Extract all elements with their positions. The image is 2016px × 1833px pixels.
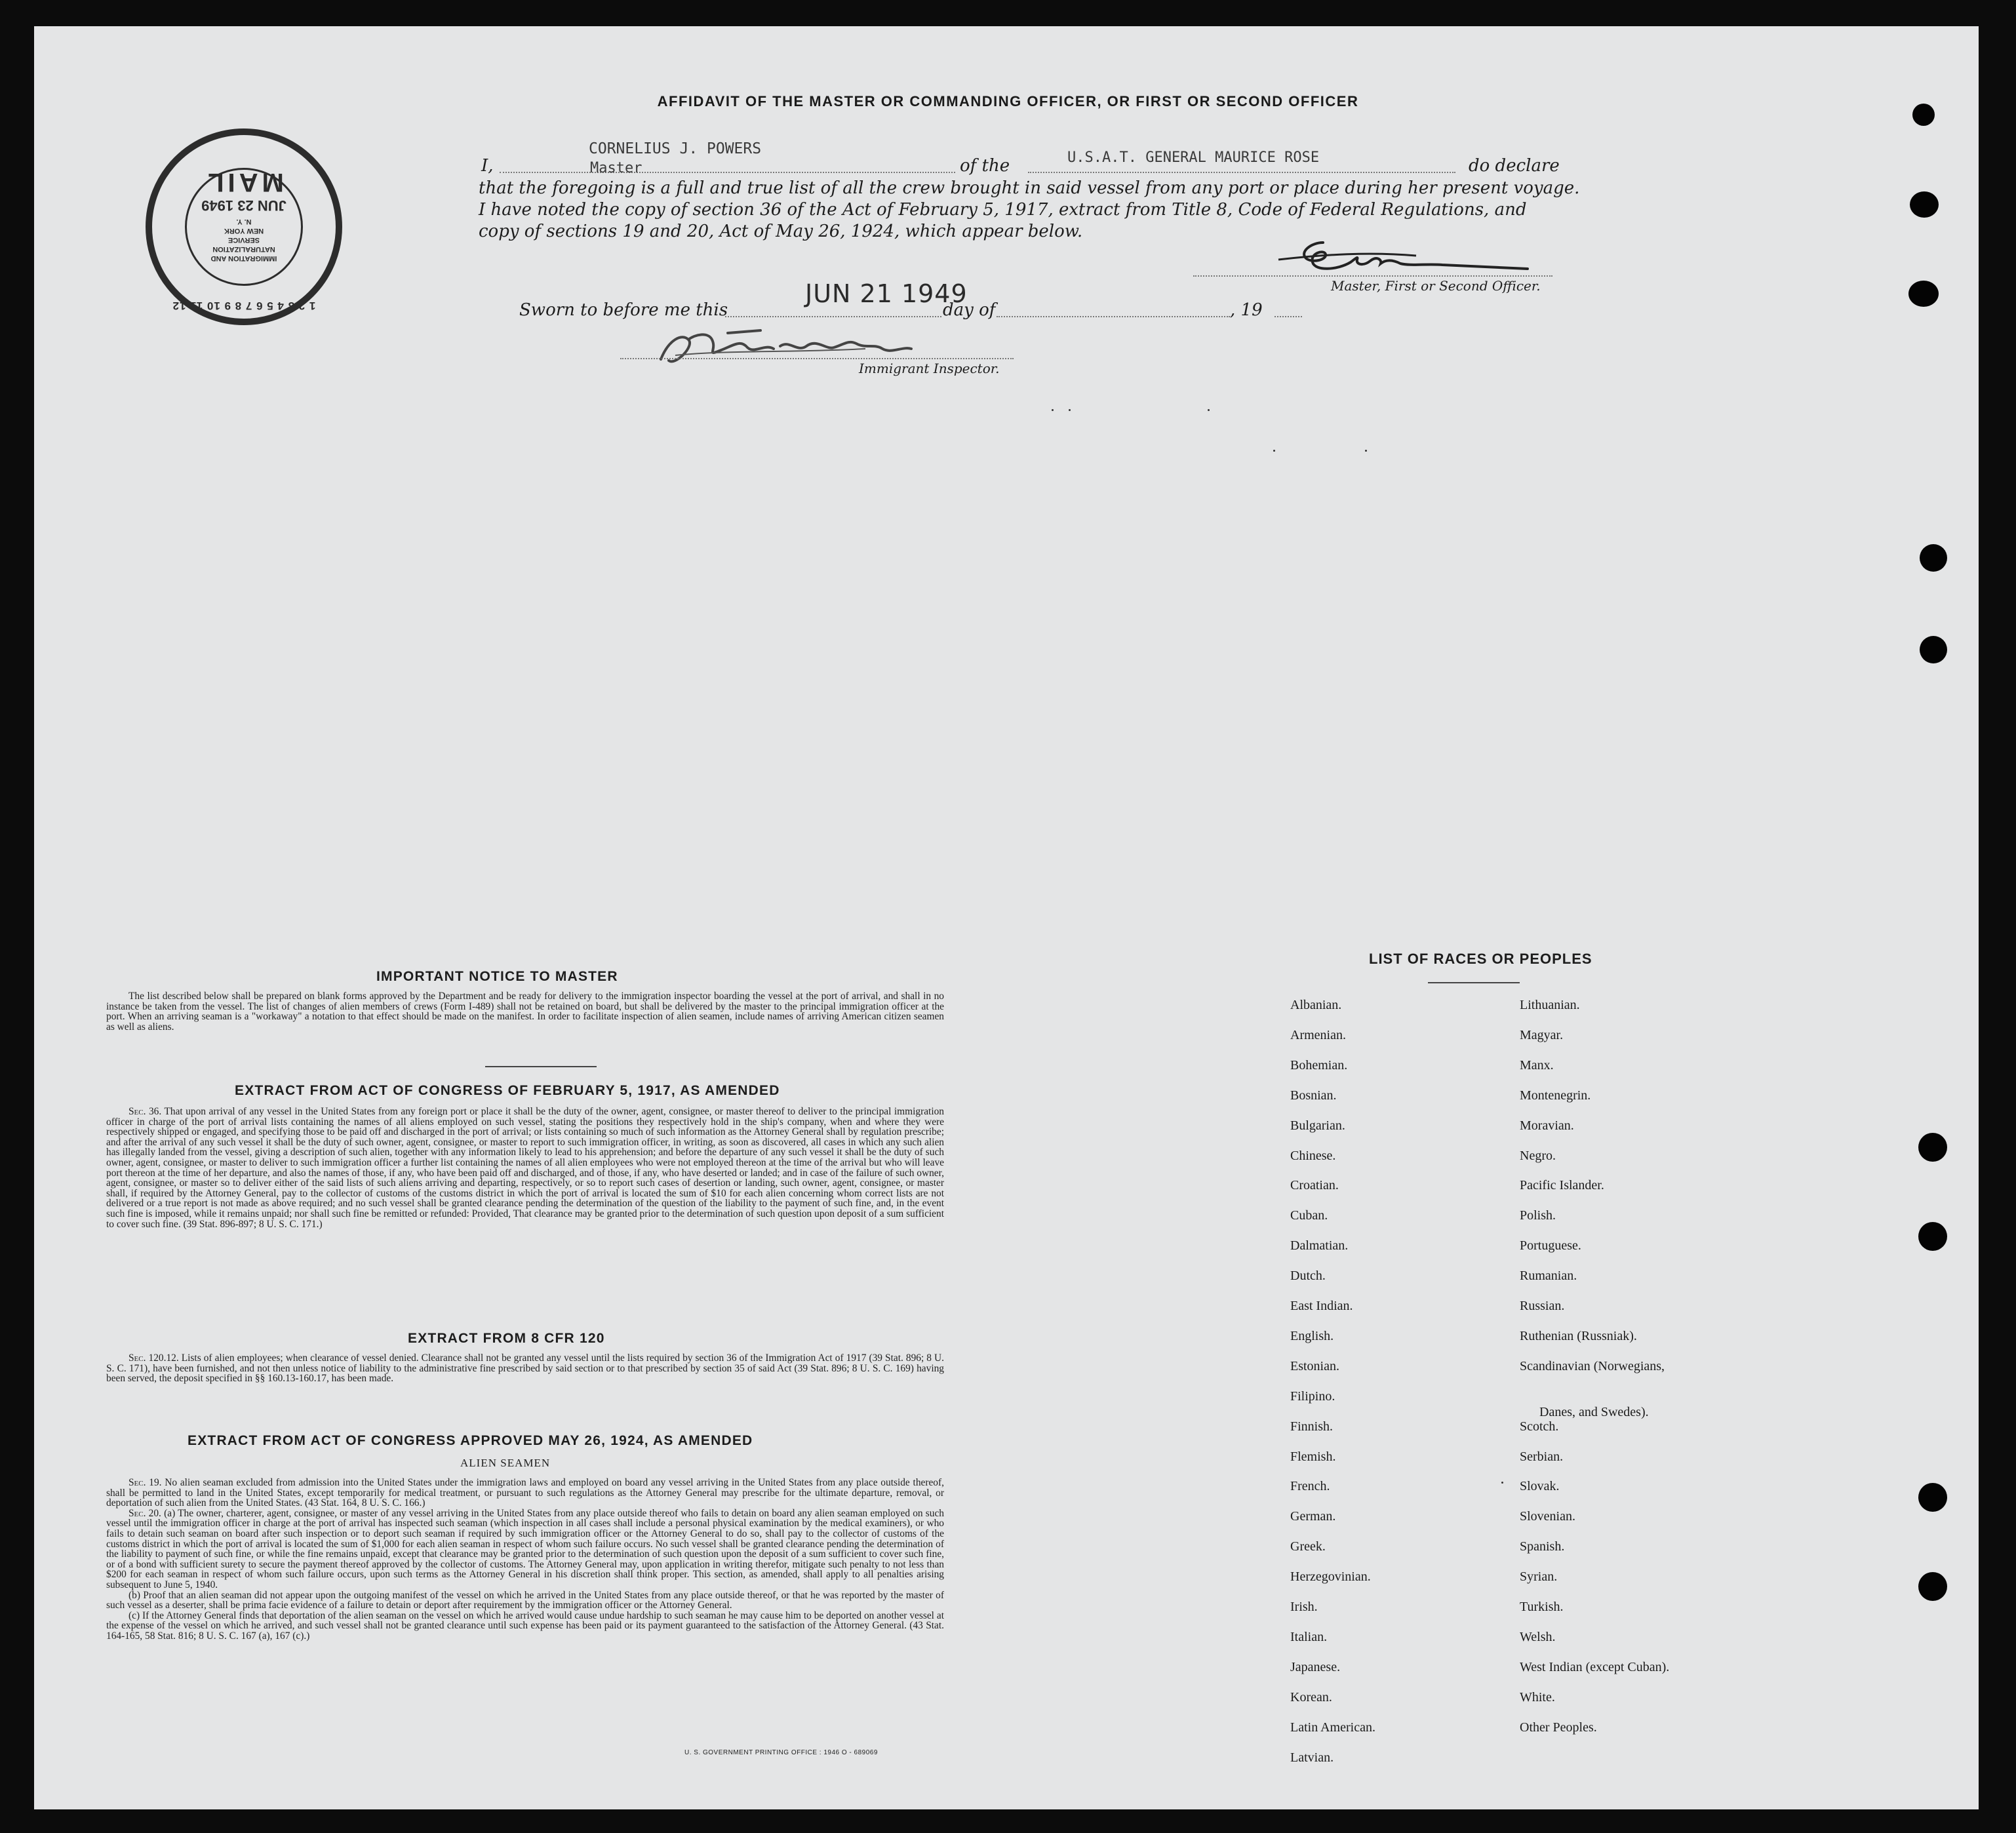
sec-36-label: Sec. 36. [128,1106,162,1117]
race-item: Irish. [1290,1600,1318,1614]
race-item: German. [1290,1509,1336,1524]
race-item: West Indian (except Cuban). [1520,1659,1670,1674]
race-item: Pacific Islander. [1520,1178,1604,1193]
vessel-name: U.S.A.T. GENERAL MAURICE ROSE [1067,149,1320,166]
i-label: I, [481,156,494,176]
extract-8cfr-text [106,1353,944,1384]
race-item: Welsh. [1520,1629,1556,1644]
do-declare-label: do declare [1469,156,1560,176]
officer-caption: Master, First or Second Officer. [1331,278,1541,294]
notice-text [106,991,944,1032]
stamp-ring-numbers: 1 2 3 4 5 6 7 8 9 10 11 12 [172,300,316,312]
binder-hole [1918,1222,1947,1251]
stamp-line-1: IMMIGRATION AND [210,254,277,262]
master-title: Master [590,160,642,176]
extract-8cfr-title: EXTRACT FROM 8 CFR 120 [408,1331,605,1346]
race-item: Bulgarian. [1290,1118,1345,1133]
binder-hole [1908,281,1939,307]
officer-signature [1272,229,1547,282]
race-item: Estonian. [1290,1358,1339,1373]
race-item: Chinese. [1290,1148,1336,1163]
race-item: Negro. [1520,1148,1556,1163]
binder-hole [1910,191,1939,218]
binder-hole [1918,1483,1947,1512]
race-item: Dutch. [1290,1269,1326,1284]
race-item: Dalmatian. [1290,1238,1349,1253]
affidavit-title: AFFIDAVIT OF THE MASTER OR COMMANDING OFFICER, OR FIRST OR SECOND OFFICER [657,93,1359,109]
binder-hole [1918,1572,1947,1601]
race-item: French. [1290,1479,1330,1494]
race-item: Filipino. [1290,1389,1335,1404]
race-item: Other Peoples. [1520,1720,1597,1735]
race-item: Greek. [1290,1539,1326,1554]
affidavit-line-3: I have noted the copy of section 36 of the Act of February 5, 1917, extract from Title 8, Code of Federal Regulations, and [479,200,1527,220]
notice-title: IMPORTANT NOTICE TO MASTER [376,969,618,984]
race-item: Scotch. [1520,1419,1559,1434]
sec-20b-text: (b) Proof that an alien seaman did not appear upon the outgoing manifest of the vessel on which he arrived in the United States from any place outside thereof, or that he was reported by the master of such vessel as a deserter, shall be prima facie evidence of a failure to detain or deport after requirement by the immigration officer or the Attorney General. [106,1589,944,1611]
stamp-word: MAIL [204,168,284,197]
binder-hole [1920,636,1947,663]
stamp-line-2: NATURALIZATION [212,245,275,253]
race-item: Scandinavian (Norwegians, [1520,1358,1665,1373]
race-item: East Indian. [1290,1299,1353,1313]
race-item: Slovenian. [1520,1509,1575,1524]
race-item: Syrian. [1520,1569,1558,1585]
of-the-label: of the [960,156,1010,176]
extract-1917-text [106,1107,944,1229]
race-item: Manx. [1520,1057,1554,1073]
race-item: Danes, and Swedes). [1539,1404,1649,1419]
sec-19-text: No alien seaman excluded from admission into the United States under the immigration laws and employed on board any vessel arriving in the United States from any place outside thereof, shall be permitted to land in the United States, except temporarily for medical treatment, or pursuant to such regulations as the Attorney General may prescribe for the ultimate departure, removal, or deportation of such alien from the United States. (43 Stat. 164, 8 U. S. C. 166.) [106,1477,944,1509]
day-of-label: day of [943,300,996,320]
sec-36-text: That upon arrival of any vessel in the United States from any foreign port or place it shall be the duty of the owner, agent, consignee, or master thereof to deliver to the principal immigration officer in charge of the port of arrival lists containing the names of all aliens employed on such vessel, stating the positions they respectively hold in the ship's company, when and where they were respectively shipped or engaged, and specifying those to be paid off and discharged in the port of arrival; or lists containing so much of such information as the Attorney General shall by regulation prescribe; and after the arrival of any such vessel it shall be the duty of such owner, agent, consignee, or master to report to such immigration officer, in writing, as soon as discovered, all cases in which any such alien has illegally landed from the vessel, giving a description of such alien, together with any information likely to lead to his apprehension; and before the departure of any such vessel it shall be the duty of such owner, agent, consignee, or master to deliver to such immigration officer a further list containing the names of all alien employees who were not employed thereon at the time of the arrival but who will leave port thereon at the time of her departure, and also the names of those, if any, who have been paid off and discharged, and of those, if any, who have deserted or landed; and in case of the failure of such owner, agent, consignee, or master so to deliver either of the said lists of such aliens arriving and departing, respectively, or so to report such cases of desertion or landing, such owner, agent, consignee, or master shall, if required by the Attorney General, pay to the collector of customs of the customs district in which the port of arrival is located the sum of $10 for each alien concerning whom correct lists are not delivered or a true report is not made as above required; and no such vessel shall be granted clearance pending the determination of the question of the liability to the payment of such fine, and, in the event such fine is imposed, while it remains unpaid; nor shall such fine be remitted or refunded: Provided, That clearance may be granted prior to the determination of such question upon deposit of a sum sufficient to cover such fine. (39 Stat. 896-897; 8 U. S. C. 171.) [106,1106,944,1230]
extract-1924-title: EXTRACT FROM ACT OF CONGRESS APPROVED MAY 26, 1924, AS AMENDED [188,1433,753,1448]
race-item: Latvian. [1290,1750,1334,1765]
race-item: Moravian. [1520,1118,1574,1133]
stamp-line-4: NEW YORK [224,227,264,235]
race-item: Ruthenian (Russniak). [1520,1328,1637,1343]
stamp-line-5: N. Y. [236,218,252,226]
year-label: , 19 [1230,300,1263,320]
race-item: Montenegrin. [1520,1088,1591,1103]
stamp-date: JUN 23 1949 [201,197,287,214]
sec-20c-text: (c) If the Attorney General finds that deportation of the alien seaman on the vessel on which he arrived would cause undue hardship to such seaman he may cause him to be deported on another vessel at the expense of the vessel on which he arrived, and such vessel shall not be granted clearance until such expense has been paid or its payment guaranteed to the satisfaction of the Attorney General. (43 Stat. 164-165, 58 Stat. 816; 8 U. S. C. 167 (a), 167 (c).) [106,1609,944,1642]
sec-20-label: Sec. 20. [128,1507,161,1519]
race-item: Polish. [1520,1208,1556,1223]
race-item: Cuban. [1290,1208,1328,1223]
race-item: Finnish. [1290,1419,1334,1434]
extract-1924-text [106,1478,944,1642]
notice-paragraph: The list described below shall be prepared on blank forms approved by the Department and be ready for delivery to the immigration inspector boarding the vessel at the port of arrival, and shall in no instance be taken from the vessel. The list of changes of alien members of crews (Form I-489) shall not be retained on board, but shall be delivered by the master to the principal immigration officer at the port. When an arriving seaman is a "workaway" a notation to that effect should be made on the manifest. In order to facilitate inspection of alien seamen, include names of arriving American citizen seamen as well as aliens. [106,991,944,1033]
sec-120-label: Sec. 120.12. [128,1352,179,1364]
binder-hole [1920,544,1947,572]
sec-19-label: Sec. 19. [128,1477,162,1488]
race-item: Spanish. [1520,1539,1565,1554]
race-item: Slovak. [1520,1479,1560,1494]
race-item: Bosnian. [1290,1088,1337,1103]
sec-120-text: Lists of alien employees; when clearance of vessel denied. Clearance shall not be granted any vessel until the lists required by section 36 of the Immigration Act of 1917 (39 Stat. 896; 8 U. S. C. 171), have been furnished, and not then unless notice of liability to the administrative fine prescribed by said section or to that prescribed by section 35 of said Act (39 Stat. 896; 8 U. S. C. 169) having been served, the deposit specified in §§ 160.13-160.17, has been made. [106,1352,944,1385]
binder-hole [1918,1133,1947,1162]
race-item: Armenian. [1290,1027,1346,1042]
race-item: Rumanian. [1520,1269,1577,1284]
race-item: White. [1520,1689,1555,1705]
race-item: Lithuanian. [1520,998,1580,1012]
race-item: Magyar. [1520,1027,1564,1042]
race-item: Russian. [1520,1299,1565,1313]
race-item: Italian. [1290,1629,1328,1644]
race-item: Latin American. [1290,1720,1375,1735]
race-item: Flemish. [1290,1449,1336,1464]
race-item: Bohemian. [1290,1057,1348,1073]
race-item: Croatian. [1290,1178,1339,1193]
sworn-label: Sworn to before me this [519,300,728,320]
sworn-date-stamp: JUN 21 1949 [805,279,968,308]
race-item: Albanian. [1290,998,1342,1012]
race-item: English. [1290,1328,1334,1343]
affidavit-line-2: that the foregoing is a full and true list of all the crew brought in said vessel from any port or place during her present voyage. [479,178,1580,198]
race-item: Korean. [1290,1689,1332,1705]
races-title: LIST OF RACES OR PEOPLES [1369,951,1592,967]
affidavit-line-4: copy of sections 19 and 20, Act of May 26, 1924, which appear below. [479,222,1083,241]
sec-20a-text: (a) The owner, charterer, agent, consignee, or master of any vessel arriving in the United States from any place outside thereof who fails to detain on board any alien seaman employed on such vessel until the immigration officer in charge at the port of arrival has inspected such seaman (which inspection in all cases shall include a personal physical examination by the medical examiners), or who fails to detain such seaman on board after such inspection or to deport such seaman if required by such immigration officer or the Attorney General to do so, shall pay to the collector of customs of the customs district in which the port of arrival is located the sum of $1,000 for each alien seaman in respect of whom such failure occurs. No such vessel shall be granted clearance pending the determination of the liability to payment of such fine, or while the fine remains unpaid, except that clearance may be granted prior to the determination of such question upon the deposit of a sum sufficient to cover such fine, or of a bond with sufficient surety to secure the payment thereof approved by the collector of customs. The Attorney General may, upon application in writing therefor, mitigate such penalty to not less than $200 for each seaman in respect of whom such failure occurs, upon such terms as the Attorney General in his discretion shall think proper. This section, as amended, shall apply to all penalties arising subsequent to June 5, 1940. [106,1507,944,1590]
race-item: Herzegovinian. [1290,1569,1371,1585]
immigration-mail-stamp [146,128,342,325]
master-name: CORNELIUS J. POWERS [589,140,762,157]
race-item: Serbian. [1520,1449,1564,1464]
race-item: Portuguese. [1520,1238,1581,1253]
alien-seamen-subtitle: ALIEN SEAMEN [460,1457,551,1469]
printer-imprint: U. S. GOVERNMENT PRINTING OFFICE : 1946 O - 689069 [684,1749,878,1756]
stamp-line-3: SERVICE [227,236,260,244]
race-item: Turkish. [1520,1600,1564,1614]
inspector-caption: Immigrant Inspector. [859,361,1000,376]
extract-1917-title: EXTRACT FROM ACT OF CONGRESS OF FEBRUARY 5, 1917, AS AMENDED [235,1083,780,1098]
race-item: Japanese. [1290,1659,1341,1674]
